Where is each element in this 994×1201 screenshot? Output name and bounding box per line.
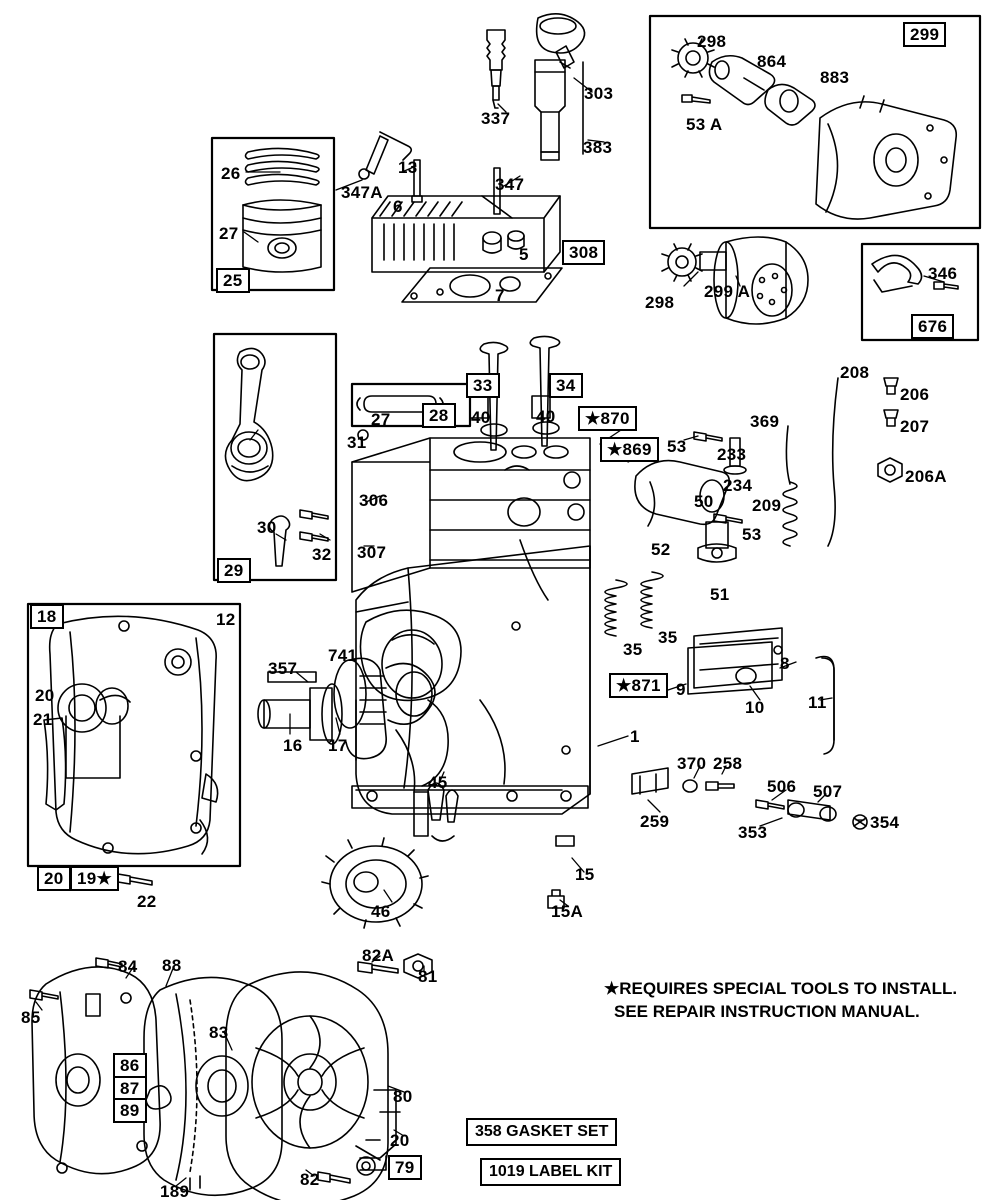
group-flywheel-assembly (30, 954, 432, 1200)
callout-207: 207 (900, 417, 930, 436)
callout-7: 7 (495, 286, 505, 305)
callout-82a: 82A (362, 946, 395, 965)
callout-50: 50 (694, 492, 714, 511)
callout-870: ★870 (578, 410, 637, 427)
callout-45: 45 (428, 773, 448, 792)
callout-53-lower: 53 (742, 525, 762, 544)
callout-30: 30 (257, 518, 277, 537)
callout-32: 32 (312, 545, 332, 564)
callout-206a: 206A (905, 467, 947, 486)
callout-206: 206 (900, 385, 930, 404)
callout-12: 12 (216, 610, 236, 629)
callout-20-bottom: 20 (37, 870, 71, 887)
callout-87: 87 (113, 1080, 147, 1097)
group-spark-plug-337 (487, 30, 505, 108)
label-kit-label: 1019 LABEL KIT (480, 1158, 621, 1186)
callout-864: 864 (757, 52, 787, 71)
callout-6: 6 (393, 197, 403, 216)
callout-353: 353 (738, 823, 768, 842)
callout-35-left: 35 (623, 640, 643, 659)
callout-9: 9 (676, 680, 686, 699)
callout-307: 307 (357, 543, 387, 562)
callout-13: 13 (398, 158, 418, 177)
callout-89: 89 (113, 1102, 147, 1119)
callout-28: 28 (422, 407, 456, 424)
callout-88: 88 (162, 956, 182, 975)
callout-80: 80 (393, 1087, 413, 1106)
special-tools-note-line2: SEE REPAIR INSTRUCTION MANUAL. (614, 1002, 920, 1021)
gasket-set-label: 358 GASKET SET (466, 1118, 617, 1146)
group-air-cleaner-299A (662, 237, 808, 324)
group-valve-springs-35 (605, 572, 663, 636)
callout-79: 79 (388, 1159, 422, 1176)
callout-16: 16 (283, 736, 303, 755)
callout-20-cover: 20 (35, 686, 55, 705)
callout-676: 676 (911, 318, 954, 335)
callout-258: 258 (713, 754, 743, 773)
callout-83: 83 (209, 1023, 229, 1042)
callout-347: 347 (495, 175, 525, 194)
callout-370: 370 (677, 754, 707, 773)
callout-369: 369 (750, 412, 780, 431)
callout-34: 34 (549, 377, 583, 394)
callout-5: 5 (519, 245, 529, 264)
callout-298-mid: 298 (645, 293, 675, 312)
callout-85: 85 (21, 1008, 41, 1027)
callout-31: 31 (347, 433, 367, 452)
callout-209: 209 (752, 496, 782, 515)
callout-298-top: 298 (697, 32, 727, 51)
callout-299a: 299 A (704, 282, 751, 301)
special-tools-note-line1: ★REQUIRES SPECIAL TOOLS TO INSTALL. (604, 979, 958, 998)
callout-306: 306 (359, 491, 389, 510)
callout-11: 11 (808, 693, 827, 712)
callout-18: 18 (30, 608, 64, 625)
callout-208: 208 (840, 363, 870, 382)
callout-46: 46 (371, 902, 391, 921)
callout-10: 10 (745, 698, 765, 717)
callout-81: 81 (418, 967, 438, 986)
callout-53-upper: 53 (667, 437, 687, 456)
callout-347a: 347A (341, 183, 383, 202)
callout-20-flywheel: 20 (390, 1131, 410, 1150)
callout-233: 233 (717, 445, 747, 464)
callout-234: 234 (723, 476, 753, 495)
callout-26: 26 (221, 164, 241, 183)
callout-19: 19★ (70, 870, 119, 887)
group-breather-assembly (688, 628, 834, 754)
callout-337: 337 (481, 109, 511, 128)
callout-84: 84 (118, 957, 138, 976)
callout-8: 8 (780, 654, 790, 673)
callout-507: 507 (813, 782, 843, 801)
callout-303: 303 (584, 84, 614, 103)
callout-40-right: 40 (536, 407, 556, 426)
callout-15: 15 (575, 865, 595, 884)
callout-27-piston: 27 (219, 224, 239, 243)
callout-299: 299 (903, 26, 946, 43)
group-cylinder-head-308 (372, 168, 562, 305)
callout-189: 189 (160, 1182, 190, 1201)
callout-383: 383 (583, 138, 613, 157)
callout-1: 1 (630, 727, 640, 746)
callout-354: 354 (870, 813, 900, 832)
group-crankcase-cover-box-18 (28, 604, 240, 885)
callout-346: 346 (928, 264, 958, 283)
callout-871: ★871 (609, 677, 668, 694)
group-connecting-rod-box-29 (214, 334, 336, 580)
callout-22: 22 (137, 892, 157, 911)
callout-86: 86 (113, 1057, 147, 1074)
group-intake-manifold-50 (635, 378, 902, 562)
callout-25: 25 (216, 272, 250, 289)
callout-259: 259 (640, 812, 670, 831)
group-crankshaft (258, 658, 458, 928)
callout-357: 357 (268, 659, 298, 678)
callout-308: 308 (562, 244, 605, 261)
callout-33: 33 (466, 377, 500, 394)
callout-35-right: 35 (658, 628, 678, 647)
callout-53a: 53 A (686, 115, 723, 134)
callout-51: 51 (710, 585, 730, 604)
callout-21: 21 (33, 710, 53, 729)
callout-741: 741 (328, 646, 358, 665)
callout-883: 883 (820, 68, 850, 87)
callout-869: ★869 (600, 441, 659, 458)
callout-15a: 15A (551, 902, 584, 921)
callout-82: 82 (300, 1170, 320, 1189)
callout-506: 506 (767, 777, 797, 796)
callout-27-pin: 27 (371, 410, 391, 429)
callout-29: 29 (217, 562, 251, 579)
group-fuel-tube-383 (535, 60, 583, 160)
callout-52: 52 (651, 540, 671, 559)
callout-40-left: 40 (471, 408, 491, 427)
callout-17: 17 (328, 736, 348, 755)
